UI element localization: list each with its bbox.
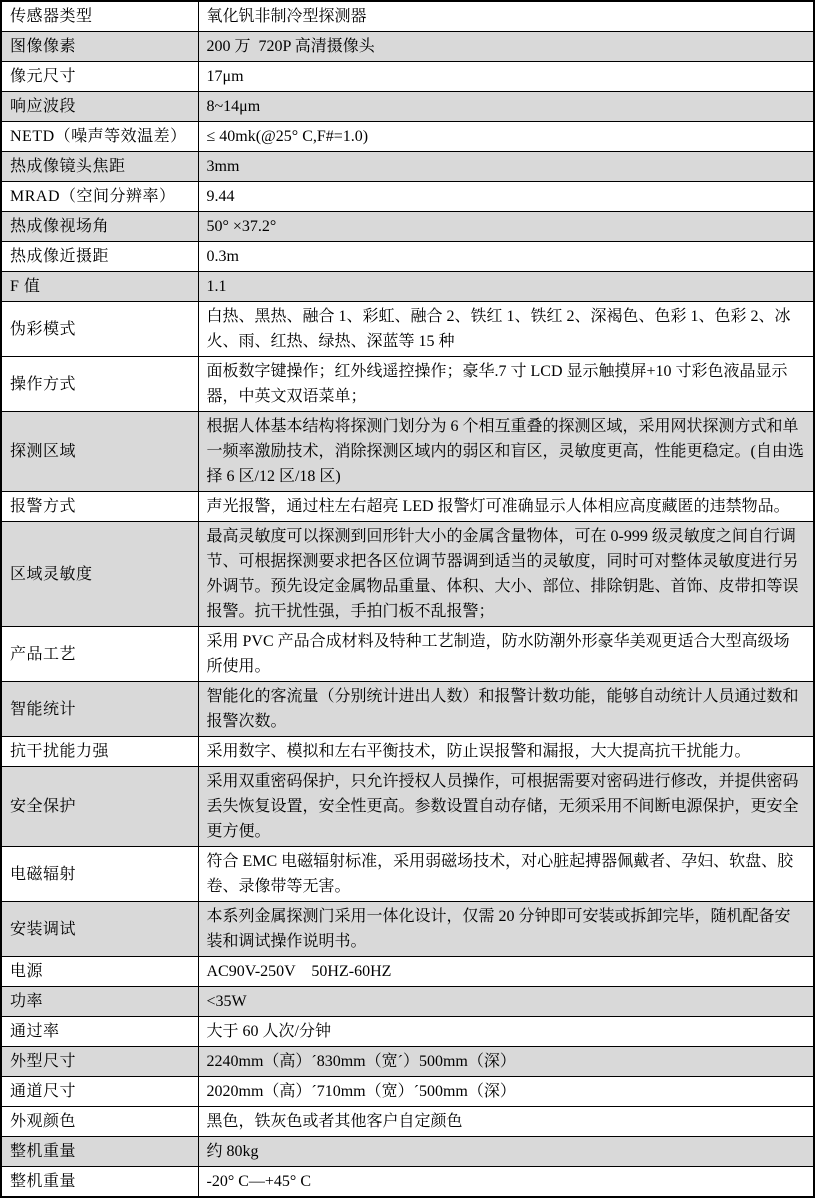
table-row xyxy=(1,302,814,357)
spec-label: 电磁辐射 xyxy=(1,847,198,902)
spec-value: 17μm xyxy=(198,62,814,92)
spec-label: 报警方式 xyxy=(1,492,198,522)
table-row xyxy=(1,242,814,272)
spec-label: 外型尺寸 xyxy=(1,1047,198,1077)
spec-value: ≤ 40mk(@25° C,F#=1.0) xyxy=(198,122,814,152)
table-row xyxy=(1,92,814,122)
table-row xyxy=(1,152,814,182)
spec-value: 本系列金属探测门采用一体化设计，仅需 20 分钟即可安装或拆卸完毕，随机配备安装和调试操作说明书。 xyxy=(198,902,814,957)
spec-label: MRAD（空间分辨率） xyxy=(1,182,198,212)
spec-value: <35W xyxy=(198,987,814,1017)
spec-value: 200 万 720P 高清摄像头 xyxy=(198,32,814,62)
spec-label: 产品工艺 xyxy=(1,627,198,682)
spec-label: 热成像视场角 xyxy=(1,212,198,242)
spec-label: 传感器类型 xyxy=(1,1,198,32)
spec-value: 符合 EMC 电磁辐射标准，采用弱磁场技术，对心脏起搏器佩戴者、孕妇、软盘、胶卷、录像带等无害。 xyxy=(198,847,814,902)
table-row xyxy=(1,182,814,212)
spec-label: 通过率 xyxy=(1,1017,198,1047)
spec-label: 区域灵敏度 xyxy=(1,522,198,627)
spec-label: 热成像近摄距 xyxy=(1,242,198,272)
spec-label: 安全保护 xyxy=(1,767,198,847)
spec-value: 声光报警，通过柱左右超亮 LED 报警灯可准确显示人体相应高度藏匿的违禁物品。 xyxy=(198,492,814,522)
spec-label: F 值 xyxy=(1,272,198,302)
table-row xyxy=(1,122,814,152)
spec-value: 2240mm（高）´830mm（宽´）500mm（深） xyxy=(198,1047,814,1077)
spec-label: NETD（噪声等效温差） xyxy=(1,122,198,152)
table-row xyxy=(1,62,814,92)
spec-value: 黑色，铁灰色或者其他客户自定颜色 xyxy=(198,1107,814,1137)
spec-value: 2020mm（高）´710mm（宽）´500mm（深） xyxy=(198,1077,814,1107)
spec-label: 智能统计 xyxy=(1,682,198,737)
spec-label: 通道尺寸 xyxy=(1,1077,198,1107)
spec-label: 像元尺寸 xyxy=(1,62,198,92)
spec-value: 8~14μm xyxy=(198,92,814,122)
spec-value: 智能化的客流量（分别统计进出人数）和报警计数功能，能够自动统计人员通过数和报警次数。 xyxy=(198,682,814,737)
spec-label: 热成像镜头焦距 xyxy=(1,152,198,182)
table-row xyxy=(1,847,814,902)
spec-label: 电源 xyxy=(1,957,198,987)
table-row xyxy=(1,492,814,522)
table-row xyxy=(1,522,814,627)
table-row xyxy=(1,412,814,492)
table-row xyxy=(1,1137,814,1167)
table-row xyxy=(1,357,814,412)
spec-value: 50° ×37.2° xyxy=(198,212,814,242)
table-row xyxy=(1,1017,814,1047)
spec-value: 采用 PVC 产品合成材料及特种工艺制造，防水防潮外形豪华美观更适合大型高级场所使用。 xyxy=(198,627,814,682)
spec-value: 9.44 xyxy=(198,182,814,212)
spec-label: 外观颜色 xyxy=(1,1107,198,1137)
table-row xyxy=(1,32,814,62)
spec-label: 图像像素 xyxy=(1,32,198,62)
table-row xyxy=(1,957,814,987)
spec-label: 响应波段 xyxy=(1,92,198,122)
spec-label: 整机重量 xyxy=(1,1137,198,1167)
spec-value: 0.3m xyxy=(198,242,814,272)
spec-label: 操作方式 xyxy=(1,357,198,412)
table-row xyxy=(1,1167,814,1198)
spec-value: 最高灵敏度可以探测到回形针大小的金属含量物体，可在 0-999 级灵敏度之间自行调节、可根据探测要求把各区位调节器调到适当的灵敏度，同时可对整体灵敏度进行另外调节。预先设定金属物品重量、体积、大小、部位、排除钥匙、首饰、皮带扣等误报警。抗干扰性强，手拍门板不乱报警； xyxy=(198,522,814,627)
table-row xyxy=(1,272,814,302)
table-row xyxy=(1,1077,814,1107)
spec-label: 探测区域 xyxy=(1,412,198,492)
spec-value: 采用双重密码保护，只允许授权人员操作，可根据需要对密码进行修改，并提供密码丢失恢复设置，安全性更高。参数设置自动存储，无须采用不间断电源保护，更安全更方便。 xyxy=(198,767,814,847)
spec-value: 3mm xyxy=(198,152,814,182)
spec-value: 1.1 xyxy=(198,272,814,302)
spec-value: -20° C—+45° C xyxy=(198,1167,814,1198)
table-row xyxy=(1,1047,814,1077)
table-row xyxy=(1,737,814,767)
spec-value: 根据人体基本结构将探测门划分为 6 个相互重叠的探测区域，采用网状探测方式和单一频率激励技术，消除探测区域内的弱区和盲区，灵敏度更高，性能更稳定。(自由选择 6 区/12 区/18 区) xyxy=(198,412,814,492)
spec-label: 功率 xyxy=(1,987,198,1017)
spec-value: 约 80kg xyxy=(198,1137,814,1167)
spec-label: 伪彩模式 xyxy=(1,302,198,357)
table-row xyxy=(1,212,814,242)
table-row xyxy=(1,682,814,737)
spec-label: 安装调试 xyxy=(1,902,198,957)
table-row xyxy=(1,627,814,682)
spec-label: 整机重量 xyxy=(1,1167,198,1198)
spec-value: 采用数字、模拟和左右平衡技术，防止误报警和漏报，大大提高抗干扰能力。 xyxy=(198,737,814,767)
spec-value: 氧化钒非制冷型探测器 xyxy=(198,1,814,32)
spec-value: 白热、黑热、融合 1、彩虹、融合 2、铁红 1、铁红 2、深褐色、色彩 1、色彩 2、冰火、雨、红热、绿热、深蓝等 15 种 xyxy=(198,302,814,357)
spec-label: 抗干扰能力强 xyxy=(1,737,198,767)
spec-value: 大于 60 人次/分钟 xyxy=(198,1017,814,1047)
spec-value: 面板数字键操作；红外线遥控操作；豪华.7 寸 LCD 显示触摸屏+10 寸彩色液晶显示器，中英文双语菜单； xyxy=(198,357,814,412)
table-row xyxy=(1,1107,814,1137)
table-row xyxy=(1,987,814,1017)
table-row xyxy=(1,902,814,957)
table-row xyxy=(1,767,814,847)
spec-value: AC90V-250V 50HZ-60HZ xyxy=(198,957,814,987)
table-row xyxy=(1,1,814,32)
